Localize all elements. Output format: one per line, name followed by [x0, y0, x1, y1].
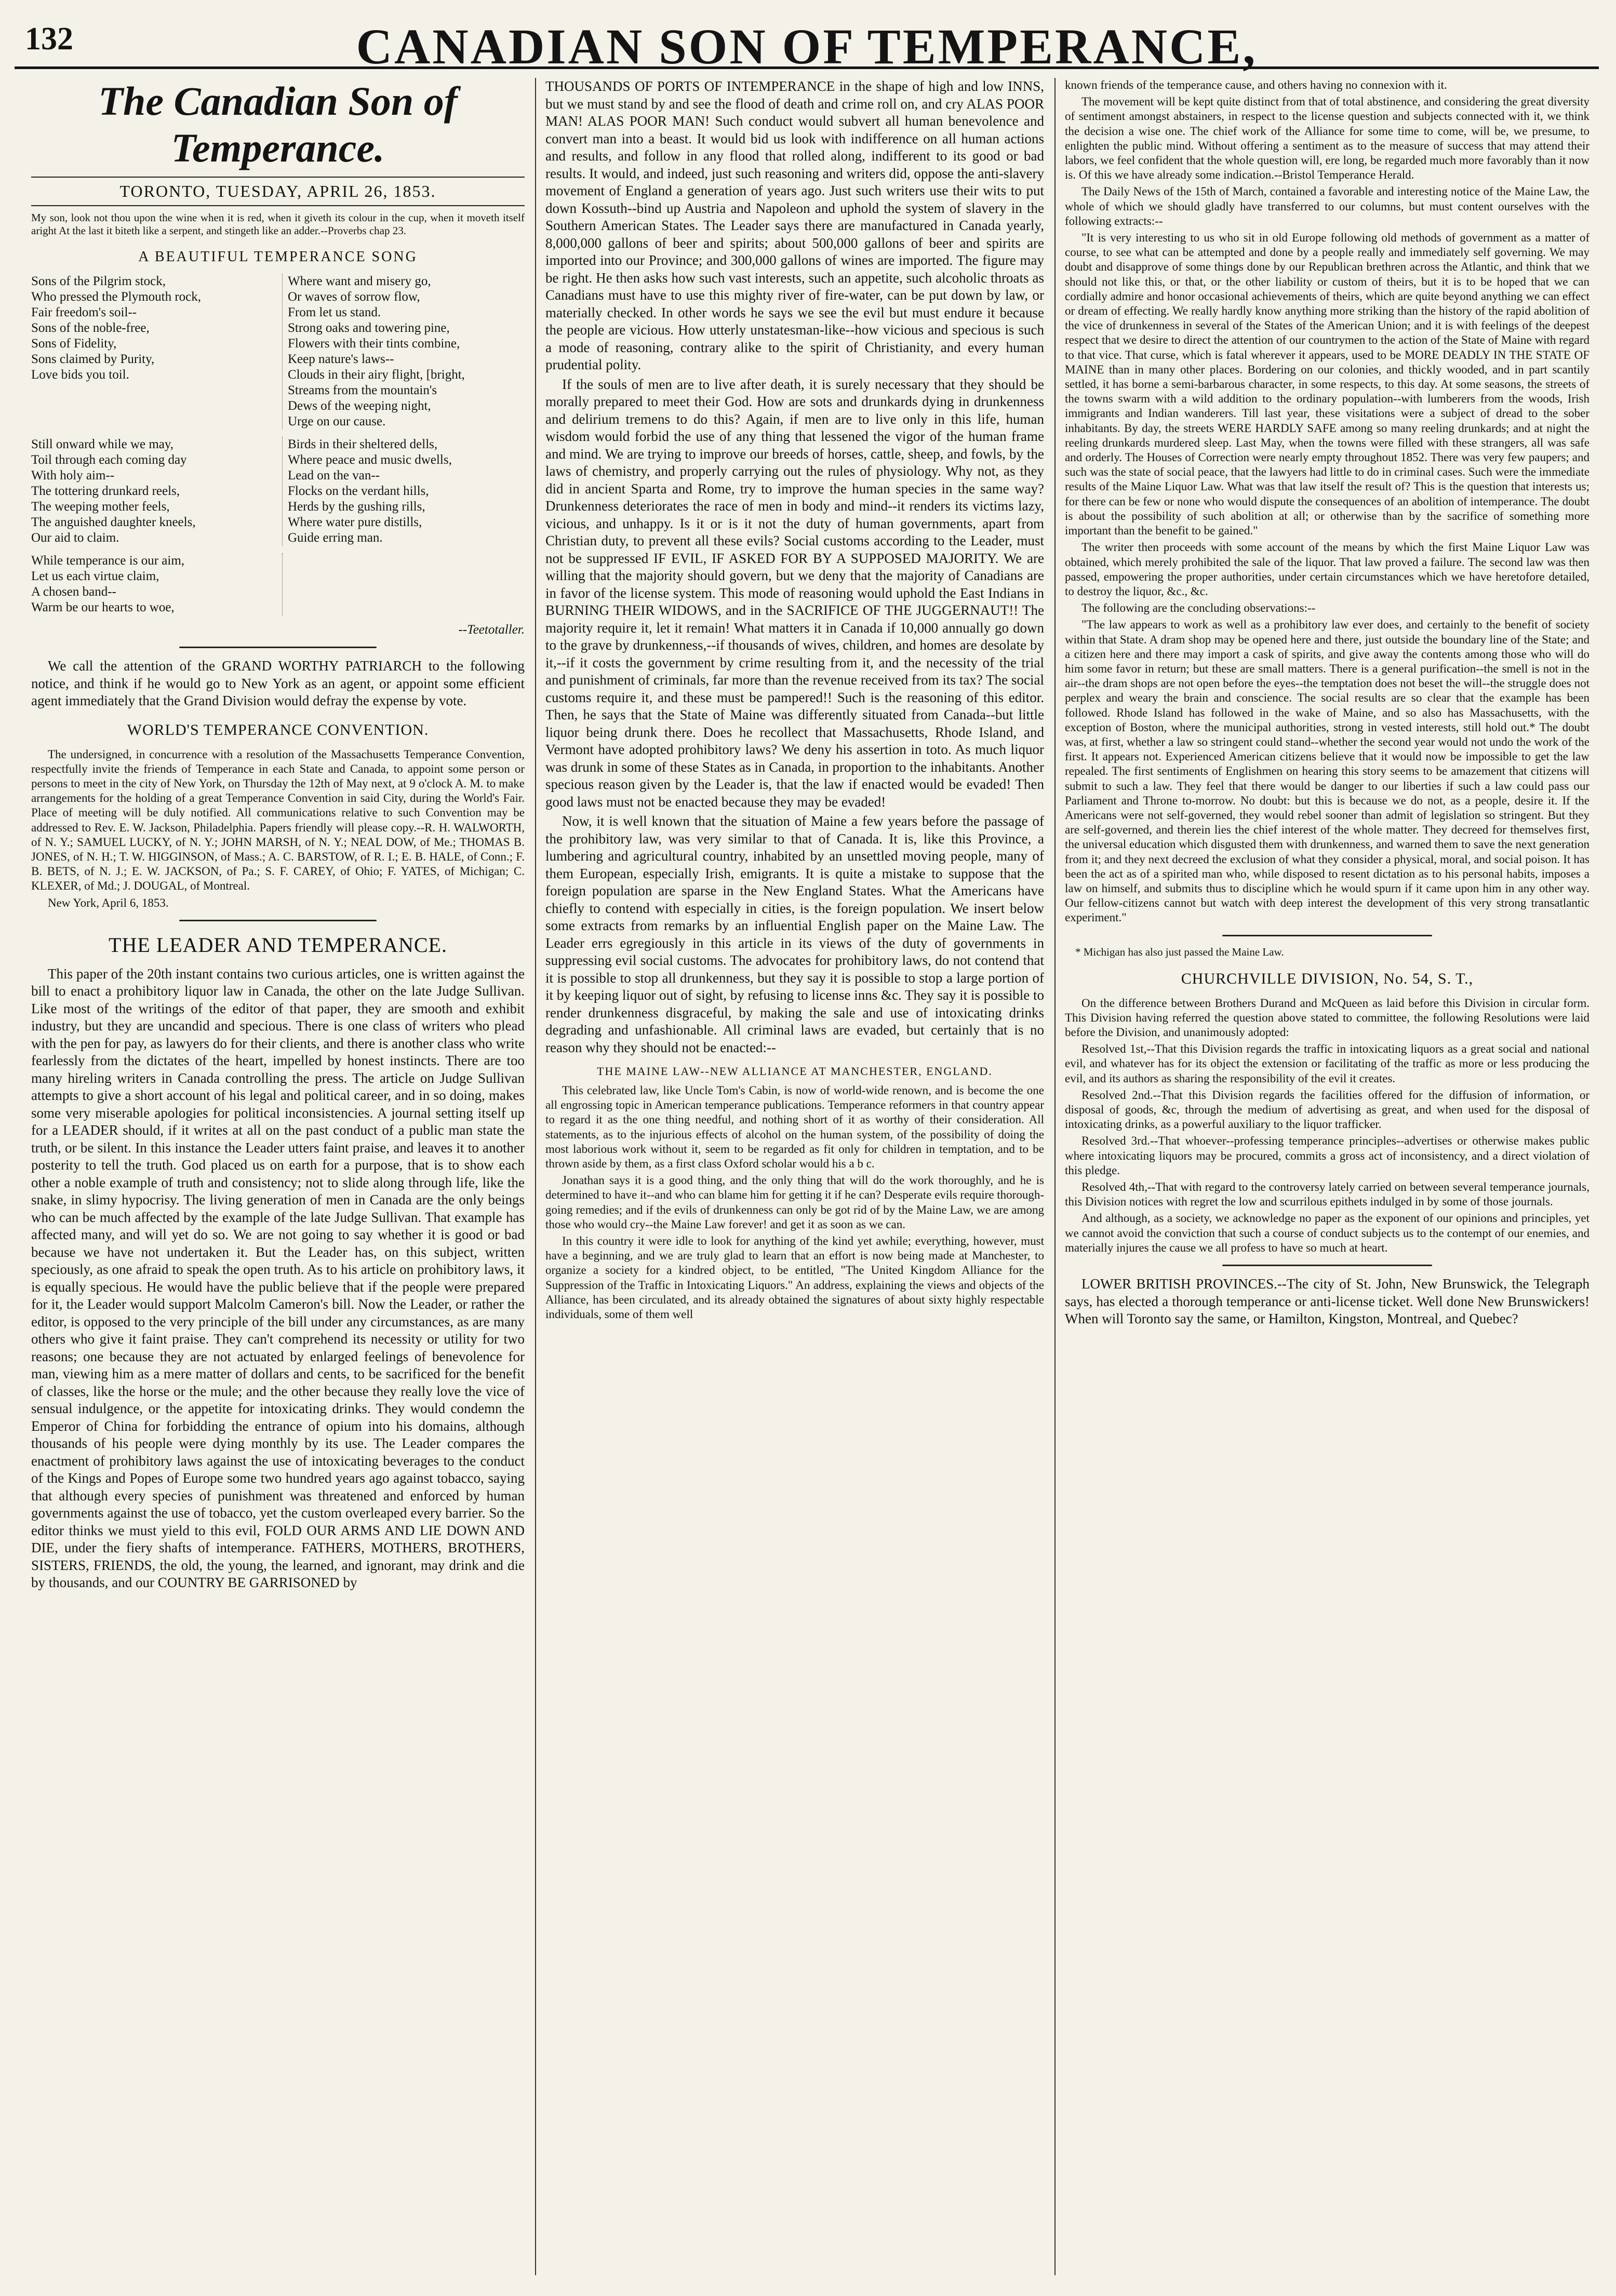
- article-paragraph: known friends of the temperance cause, and others having no connexion with it.: [1065, 78, 1447, 91]
- article-paragraph: This celebrated law, like Uncle Tom's Cabin, is now of world-wide renown, and is become the one all engrossing topic in American temperance publications. Temperance reformers in that country appear to regard it as the one thing needful, and nothing short of it as worthy of their consideration. All statements, as to the injurious effects of alcohol on the human system, of the possibility of doing the most laborious work without it, seem to be regarded as fit only for children in temptation, and to be thrown aside by them, as a first class Oxford scholar would his a b c.: [545, 1084, 1044, 1171]
- column-3: [1065, 78, 1590, 2275]
- article-paragraph: THOUSANDS OF PORTS OF INTEMPERANCE in the shape of high and low INNS, but we must stand by and see the flood of death and crime roll on, and cry ALAS POOR MAN! ALAS POOR MAN! Such conduct would subvert all human benevolence and convert man into a beast. It would bid us look with indifference on all human actions and results, and follow in any flood that rolled along, indifferent to its good or bad results. It would, and indeed, just such reasoning and writers did, oppose the anti-slavery movement of England a generation of years ago. Just such writers use their wits to put down Kossuth--bind up Austria and Napoleon and uphold the system of slavery in the Southern American States. The Leader says there are manufactured in Canada yearly, 8,000,000 gallons of beer and spirits; about 500,000 gallons of beer and spirits are imported into our Province; and 300,000 gallons of wines are imported. The figure may be right. He then asks how such vast interests, such an appetite, such alcoholic throats as Canadians must have to use this mighty river of fire-water, can be put down by law, or materially checked. In other words he says we see the evil but must endure it because the people are vicious. How utterly unstatesman-like--how vicious and specious is such a mode of reasoning, contrary alike to the spirit of Christianity, and every human prudential polity.: [545, 78, 1044, 372]
- section-divider: [1222, 1265, 1432, 1266]
- poem-stanza: Still onward while we may, Toil through each coming day With holy aim-- The tottering drunkard reels, The weeping mother feels, The anguished daughter kneels, Our aid to claim.: [31, 437, 196, 545]
- leader-title: THE LEADER AND TEMPERANCE.: [109, 933, 447, 957]
- article-paragraph: Resolved 2nd.--That this Division regards the facilities offered for the diffusion of information, or disposal of goods, &c, through the medium of advertising as great, and when used for the disposal of intoxicating drinks, as a powerful auxiliary to the liquor trafficker.: [1065, 1088, 1590, 1131]
- poem-stanza: Sons of the Pilgrim stock, Who pressed the Plymouth rock, Fair freedom's soil-- Sons of the noble-free, Sons of Fidelity, Sons claimed by Purity, Love bids you toil.: [31, 274, 202, 382]
- poem-block: [31, 553, 525, 615]
- subheading: THE MAINE LAW--NEW ALLIANCE AT MANCHESTER, ENGLAND.: [597, 1065, 993, 1078]
- section-divider: [179, 920, 377, 921]
- article-paragraph: Resolved 3rd.--That whoever--professing temperance principles--advertises or otherwise makes public where intoxicating liquors may be procured, commits a gross act of inconsistency, and a direct violation of this pledge.: [1065, 1134, 1590, 1177]
- poem-stanza: While temperance is our aim, Let us each virtue claim, A chosen band-- Warm be our hearts to woe,: [31, 554, 185, 614]
- article-paragraph: Jonathan says it is a good thing, and the only thing that will do the work thoroughly, and he is determined to have it--and who can blame him for getting it if he can? Desperate evils require thorough-going remedies; and if the evils of drunkenness can only be got rid of by the Maine Law, we are among those who would cry--the Maine Law forever! and get it as soon as we can.: [545, 1174, 1044, 1231]
- article-paragraph: The following are the concluding observations:--: [1081, 601, 1316, 615]
- article-paragraph: The movement will be kept quite distinct from that of total abstinence, and considering the great diversity of sentiment amongst abstainers, in respect to the license question and subjects connected with it, we think the decision a wise one. The chief work of the Alliance for some time to come, will be, we presume, to enlighten the public mind. Without offering a sentiment as to the measure of success that may attend their labors, we feel confident that the whole question will, ere long, be regarded much more favorably than it now is. Of this we have already some indication.--Bristol Temperance Herald.: [1065, 95, 1590, 182]
- article-paragraph: In this country it were idle to look for anything of the kind yet awhile; everything, however, must have a beginning, and we are truly glad to learn that an effort is now being made at Manchester, to organize a society for a kindred object, to be entitled, "The United Kingdom Alliance for the Suppression of the Traffic in Intoxicating Liquors." An address, explaining the views and objects of the Alliance, has been circulated, and its already obtained the signatures of about sixty highly respectable individuals, some of them well: [545, 1234, 1044, 1321]
- dateline: TORONTO, TUESDAY, APRIL 26, 1853.: [31, 177, 525, 206]
- column-1: [31, 78, 525, 2275]
- newspaper-title: CANADIAN SON OF TEMPERANCE,: [356, 19, 1258, 74]
- column-2: [545, 78, 1044, 2275]
- article-paragraph: This paper of the 20th instant contains two curious articles, one is written against the bill to enact a prohibitory liquor law in Canada, the other on the late Judge Sullivan. Like most of the writings of the editor of that paper, they are smooth and exhibit industry, but they are uncandid and specious. There is one class of writers who plead with the pen for pay, as lawyers do for their clients, and there is another class who write fearlessly from the dictates of the heart, impelled by honest instincts. There are too many hireling writers in Canada controlling the press. The article on Judge Sullivan attempts to give a short account of his legal and political career, and in so doing, makes some very miserable apologies for political inconsistencies. A journal setting itself up for a LEADER should, if it writes at all on the past conduct of a public man state the truth, or be silent. In this instance the Leader utters faint praise, and leaves it to another posterity to tell the truth. God placed us on earth for a purpose, that is to show each other a noble example of truth and consistency; not to slide along through life, like the snake, in slimy hypocrisy. The living generation of men in Canada are the only beings who can be much affected by the example of the late Judge Sullivan. That example has affected many, and will yet do so. We are not going to say whether it is good or bad because we have not undertaken it. But the Leader has, on this subject, written speciously, as one afraid to speak the open truth. As to his article on prohibitory laws, it is equally specious. He would have the public believe that if the people were prepared for it, the Leader would support Malcolm Cameron's bill. Now the Leader, or rather the editor, is opposed to the very principle of the bill under any circumstances, as are many others who give it faint praise. They can't comprehend its necessity or utility for two reasons; one because they are not actuated by enlarged feelings of benevolence for man, viewing him as a mere matter of dollars and cents, to be sacrificed for the benefit of classes, like the horse or the mule; and the other because they really love the vice of sensual indulgence, or the appetite for intoxicating drinks. They would condemn the Emperor of China for forbidding the entrance of opium into his domains, although thousands of his people were dying monthly by its use. The Leader compares the enactment of prohibitory laws against the use of intoxicating beverages to the conduct of the Kings and Popes of Europe some two hundred years ago against tobacco, saying that although every species of punishment was threatened and enforced by human governments against the use of tobacco, yet the custom overleaped every barrier. So the editor thinks we must yield to this evil, FOLD OUR ARMS AND LIE DOWN AND DIE, under the fiery shafts of intemperance. FATHERS, MOTHERS, BROTHERS, SISTERS, FRIENDS, the old, the young, the learned, and ignorant, may drink and die by thousands, and our COUNTRY BE GARRISONED by: [31, 965, 525, 1591]
- section-divider: [179, 647, 377, 648]
- article-paragraph: Resolved 4th,--That with regard to the controversy lately carried on between several temperance journals, this Division notices with regret the low and scurrilous epithets indulged in by some of those journals.: [1065, 1180, 1590, 1209]
- article-paragraph: And although, as a society, we acknowledge no paper as the exponent of our opinions and principles, yet we cannot avoid the conviction that such a course of conduct subjects us to the contempt of our enemies, and materially injures the cause we all profess to have so much at heart.: [1065, 1212, 1590, 1254]
- column-rule: [1054, 78, 1056, 2275]
- section-divider: [1222, 935, 1432, 936]
- article-paragraph: "It is very interesting to us who sit in old Europe following old methods of government as a matter of course, to see what can be attempted and done by a people really and immediately self governing. We may doubt and disapprove of some things done by our Republican brethren across the Atlantic, and think that we should not like this, or that, or the other liability or custom of theirs, but it is to be hoped that we can cordially admire and honor occasional achievements of theirs, which are quite beyond anything we can effect or dream of effecting. We really hardly know anything more striking than the history of the rapid abolition of the vice of drunkenness in several of the States of the American Union; and it is with feelings of the deepest respect that we desire to direct the attention of our countrymen to the action of the State of Maine with regard to that vice. That curse, which is fatal wherever it appears, used to be MORE DEADLY IN THE STATE OF MAINE than in many other places. Bordering on our colonies, and thickly wooded, and in part scantily settled, it has borne a semi-barbarous character, in some respects, to this day. At some seasons, the streets of the towns swarm with a wild addition to the ordinary population--with lumberers from the woods, Irish immigrants and Indian wanderers. Till last year, these visitations were a subject of dread to the sober inhabitants. By day, the streets WERE HARDLY SAFE among so many reeling drunkards; and at night the reeling drunkards murdered sleep. Last May, when the towns were filled with these strangers, all was safe and orderly. The Houses of Correction were nearly empty throughout 1852. There was very few paupers; and such was the state of social peace, that the lawyers had little to do in criminal cases. Such were the immediate results of the Maine Liquor Law. What was that law itself the result of? This is the question that interests us; for there can be few or none who would dispute the consequences of an abolition of intemperance. The doubt is about the possibility of such abolition at all; or otherwise than by the sacrifice of something more important than the benefit to be gained.": [1065, 231, 1590, 538]
- column-rule: [535, 78, 536, 2275]
- convention-body: The undersigned, in concurrence with a resolution of the Massachusetts Temperance Convention, respectfully invite the friends of Temperance in each State and Canada, to appoint some person or persons to meet in the city of New York, on Thursday the 12th of May next, at 9 o'clock A. M. to make arrangements for the holding of a great Temperance Convention in said City, during the World's Fair. Place of meeting will be duly notified. All communications relative to such Convention may be addressed to Rev. E. W. Jackson, Philadelphia. Papers friendly will please copy.--R. H. WALWORTH, of N. Y.; SAMUEL LUCKY, of N. Y.; JOHN MARSH, of N. Y.; NEAL DOW, of Me.; THOMAS B. JONES, of N. H.; T. W. HIGGINSON, of Mass.; A. C. BARSTOW, of R. I.; E. B. HALE, of Conn.; F. B. BETS, of N. J.; E. W. JACKSON, of Pa.; S. F. CAREY, of Ohio; F. YATES, of Michigan; C. KLEXER, of Md.; J. DOUGAL, of Montreal.: [31, 747, 525, 893]
- footnote: * Michigan has also just passed the Maine Law.: [1075, 945, 1284, 958]
- poem-stanza: Where want and misery go, Or waves of sorrow flow, From let us stand. Strong oaks and towering pine, Flowers with their tints combine, Keep nature's laws-- Clouds in their airy flight, [bright, Streams from the mountain's Dews of the weeping night, Urge on our cause.: [282, 274, 525, 429]
- article-paragraph: Now, it is well known that the situation of Maine a few years before the passage of the prohibitory law, was very similar to that of Canada. It is, like this Province, a lumbering and agricultural country, inhabited by an unsettled moving people, many of them European, especially Irish, emigrants. It is quite a mistake to suppose that the foreign population are sparse in the New England States. What the Americans have chiefly to contend with especially in cities, is the foreign population. We insert below some extracts from remarks by an influential English paper on the Maine Law. The Leader errs egregiously in this article in its views of the duty of governments in suppressing evil social customs. The advocates for prohibitory laws, do not contend that it is possible to stop all drunkenness, but they say it is possible to stop a large portion of it by keeping liquor out of sight, by refusing to license inns &c. They say it is possible to render drunkenness disgraceful, by making the sale and use of intoxicating drinks degrading and unfashionable. All criminal laws are evaded, but certainly that is no reason why they should not be enacted:--: [545, 813, 1044, 1055]
- song-title: A BEAUTIFUL TEMPERANCE SONG: [138, 249, 418, 265]
- poem-stanza: Birds in their sheltered dells, Where peace and music dwells, Lead on the van-- Flocks on the verdant hills, Herds by the gushing rills, Where water pure distills, Guide erring man.: [282, 437, 525, 546]
- article-paragraph: If the souls of men are to live after death, it is surely necessary that they should be morally prepared to meet their God. How are sots and drunkards dying in drunkenness and delirium tremens to do this? Again, if men are to live only in this life, human wisdom would forbid the use of any thing that lessened the vigor of the human frame and mind. We are trying to improve our breeds of horses, cattle, sheep, and fowls, by the laws of chemistry, and properly carrying out the rules of physiology. Why not, as they did in ancient Sparta and Rome, try to improve the human species in the same way? Drunkenness deteriorates the race of men in body and mind--it renders its victims lazy, vicious, and unhappy. Is it or is it not the duty of human governments, apart from Christian duty, to prevent all these evils? Social customs according to the Leader, must not be suppressed IF EVIL, IF ASKED FOR BY A SUPPOSED MAJORITY. We are willing that the majority should govern, but we deny that the majority of Canadians are in favor of the license system. This mode of reasoning would uphold the East Indians in BURNING THEIR WIDOWS, and in the SACRIFICE OF THE JUGGERNAUT!! The majority require it, let it remain! What matters it in Canada if 10,000 annually go down to the grave by drunkenness,--if thousands of wives, children, and homes are desolate by it,--if it costs the government by crime resulting from it, and the necessity of the trial and punishment of criminals, far more than the revenue received from its tax? The social customs require it, and these must be pampered!! Such is the reasoning of this editor. Then, he says that the State of Maine was differently situated from Canada--but little liquor being drunk there. Does he recollect that Massachusetts, Rhode Island, and Vermont have adopted prohibitory laws? We deny his assertion in toto. As much liquor was drunk in some of these States as in Canada, in proportion to the inhabitants. Another specious reason given by the Leader is, that the law if enacted would be evaded! Then good laws must not be enacted because they may be evaded!: [545, 376, 1044, 810]
- paper-title: The Canadian Son of Temperance.: [98, 78, 458, 170]
- article-paragraph: Resolved 1st,--That this Division regards the traffic in intoxicating liquors as a great social and national evil, and whatever has for its object the extension or facilitating of the traffic as more or less producing the evil, and its authors as sharing the responsibility of the evil it creates.: [1065, 1042, 1590, 1085]
- convention-title: WORLD'S TEMPERANCE CONVENTION.: [127, 721, 429, 739]
- masthead: [15, 15, 1599, 74]
- notice-paragraph: We call the attention of the GRAND WORTHY PATRIARCH to the following notice, and think if he would go to New York as an agent, or appoint some efficient agent immediately that the Grand Division would defray the expense by vote.: [31, 658, 525, 708]
- article-paragraph: "The law appears to work as well as a prohibitory law ever does, and certainly to the benefit of society within that State. A dram shop may be opened here and there, just outside the boundary line of the State; and a citizen here and there may import a cask of spirits, and give away the contents among those who will do him some favor in return; but these are small matters. There is a general purification--the smell is not in the air--the dram shops are not open before the eyes--the temptation does not beset the will--the struggle does not perplex and weary the brain and conscience. The social results are so clear that the example has been followed. Rhode Island has followed in the wake of Maine, and so also has Massachusetts, with the exception of Boston, where the municipal authorities, strong in vested interests, still hold out.* The doubt was, at first, whether a law so stringent could stand--whether the second year would not undo the work of the first. It appears not. Experienced American citizens believe that it would now be impossible to get the law repealed. The first sentiments of Englishmen on hearing this story seems to be amazement that citizens will submit to such a law. They feel that there would be danger to our liberties if such a law could pass our Parliament and Throne to-morrow. No doubt: but this is because we do not, as a people, desire it. If the Americans were not self-governed, they would rebel sooner than admit of legislation so stringent. But they are self-governed, and therein lies the chief interest of the whole matter. They decreed for themselves first, the universal education which disgusted them with drunkenness, and warned them to save the next generation from it; and they next decreed the exclusion of what they consider a physical, moral, and social poison. It has been the act as of a spirited man who, while disposed to resent dictation as to his personal habits, imposes a law on himself, and submits thus to discipline which he would spurn if it came upon him in any other way. Our fellow-citizens cannot but watch with deep interest the development of this very strong transatlantic experiment.": [1065, 618, 1590, 924]
- page-number: 132: [25, 21, 73, 57]
- poem-block: [31, 274, 525, 429]
- convention-date: New York, April 6, 1853.: [48, 896, 169, 909]
- article-paragraph: The writer then proceeds with some account of the means by which the first Maine Liquor Law was obtained, which merely prohibited the sale of the liquor. That law proved a failure. The second law was then passed, empowering the proper authorities, under certain circumstances which we have heretofore detailed, to destroy the liquor, &c., &c.: [1065, 541, 1590, 598]
- poem-block: [31, 437, 525, 546]
- poem-stanza: [282, 553, 525, 615]
- news-brief: LOWER BRITISH PROVINCES.--The city of St. John, New Brunswick, the Telegraph says, has elected a thorough temperance or anti-license ticket. Well done New Brunswickers! When will Toronto say the same, or Hamilton, Kingston, Montreal, and Quebec?: [1065, 1276, 1590, 1327]
- poem-signature: --Teetotaller.: [458, 623, 525, 637]
- article-paragraph: On the difference between Brothers Durand and McQueen as laid before this Division in circular form. This Division having referred the question above stated to committee, the following Resolutions were laid before the Division, and unanimously adopted:: [1065, 996, 1590, 1039]
- motto: My son, look not thou upon the wine when it is red, when it giveth its colour in the cup, when it moveth itself aright At the last it biteth like a serpent, and stingeth like an adder.--Proverbs chap 23.: [31, 211, 525, 237]
- article-paragraph: The Daily News of the 15th of March, contained a favorable and interesting notice of the Maine Law, the whole of which we should gladly have transferred to our columns, but must content ourselves with the following extracts:--: [1065, 185, 1590, 227]
- churchville-title: CHURCHVILLE DIVISION, No. 54, S. T.,: [1181, 970, 1474, 987]
